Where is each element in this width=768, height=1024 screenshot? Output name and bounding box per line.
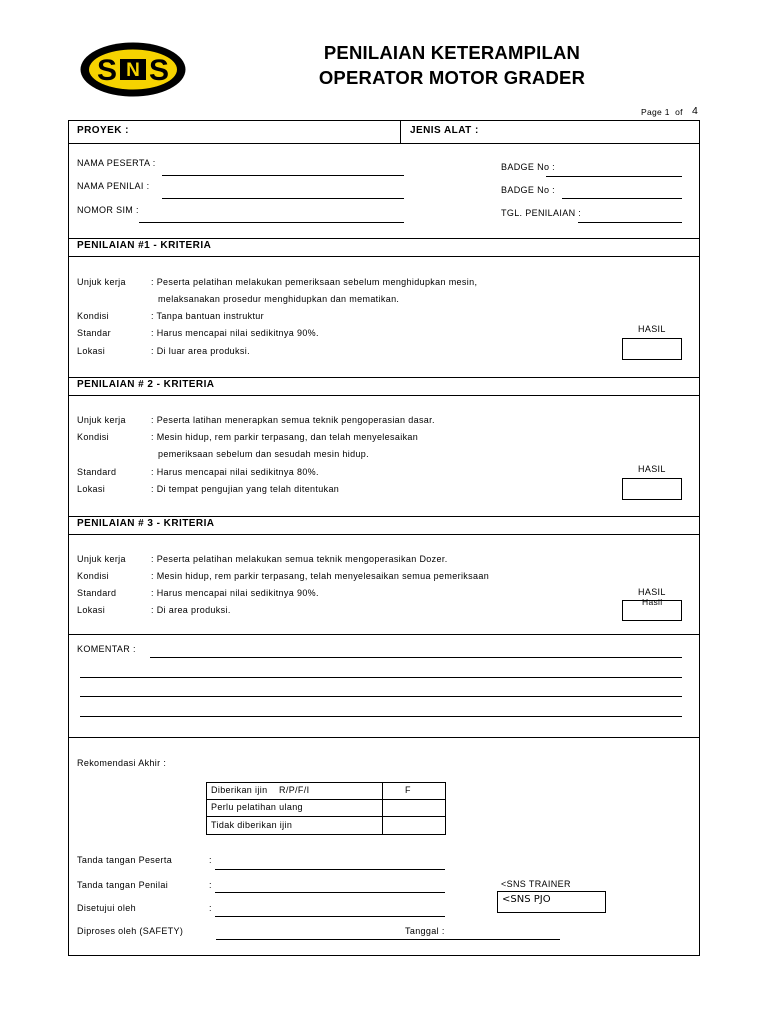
assessment-1-lokasi-label: Lokasi (77, 346, 106, 356)
assessment-3-lokasi-value: : Di area produksi. (151, 605, 231, 615)
rekomendasi-label: Rekomendasi Akhir : (77, 758, 167, 768)
ttd-peserta-field (215, 869, 445, 870)
komentar-line-2 (80, 677, 682, 678)
divider-top-row (68, 143, 700, 144)
sns-trainer-label: <SNS TRAINER (501, 879, 571, 889)
disetujui-field (215, 916, 445, 917)
ttd-peserta-label: Tanda tangan Peserta (77, 855, 173, 865)
assessment-2-lokasi-value: : Di tempat pengujian yang telah ditentukan (151, 484, 340, 494)
ttd-penilai-field (215, 892, 445, 893)
badge-penilai-label: BADGE No : (501, 185, 556, 195)
assessment-2-standard-label: Standard (77, 467, 117, 477)
assessment-3-lokasi-label: Lokasi (77, 605, 106, 615)
assessment-3-hasil-label: HASIL (638, 587, 666, 597)
assessment-3-unjuk-kerja-label: Unjuk kerja (77, 554, 126, 564)
assessment-3-standard-value: : Harus mencapai nilai sedikitnya 90%. (151, 588, 319, 598)
proyek-label: PROYEK : (77, 125, 129, 136)
assessment-2-lokasi-label: Lokasi (77, 484, 106, 494)
assessment-3-heading: PENILAIAN # 3 - KRITERIA (77, 518, 215, 529)
option-tidak-diberikan-ijin: Tidak diberikan ijin (211, 820, 293, 830)
komentar-line-3 (80, 696, 682, 697)
divider-identity (68, 238, 700, 239)
assessment-3-standard-label: Standard (77, 588, 117, 598)
title-line-1: PENILAIAN KETERAMPILAN (323, 42, 581, 63)
badge-peserta-field (546, 176, 682, 177)
sns-pjo-label: <SNS PJO (502, 894, 551, 905)
disetujui-label: Disetujui oleh (77, 903, 136, 913)
nama-penilai-label: NAMA PENILAI : (77, 181, 150, 191)
assessment-2-standard-value: : Harus mencapai nilai sedikitnya 80%. (151, 467, 319, 477)
divider-section-3 (68, 634, 700, 635)
ttd-penilai-label: Tanda tangan Penilai (77, 880, 169, 890)
divider-section-1 (68, 377, 700, 378)
tanggal-label: Tanggal : (405, 926, 445, 936)
assessment-1-hasil-label: HASIL (638, 324, 666, 334)
assessment-1-kondisi-value: : Tanpa bantuan instruktur (151, 311, 265, 321)
divider-section-2 (68, 516, 700, 517)
jenis-alat-label: JENIS ALAT : (410, 125, 479, 136)
rekomendasi-row-divider-2 (206, 816, 446, 817)
tgl-penilaian-field (578, 222, 682, 223)
assessment-3-kondisi-value: : Mesin hidup, rem parkir terpasang, telah menyelesaikan semua pemeriksaan (151, 571, 490, 581)
assessment-2-hasil-box (622, 478, 682, 500)
komentar-line-1 (150, 657, 682, 658)
assessment-1-lokasi-value: : Di luar area produksi. (151, 346, 250, 356)
assessment-2-hasil-label: HASIL (638, 464, 666, 474)
page-total: 4 (692, 105, 698, 117)
nama-penilai-field (162, 198, 404, 199)
option-diberikan-ijin: Diberikan ijin (211, 785, 268, 795)
assessment-2-kondisi-value: : Mesin hidup, rem parkir terpasang, dan telah menyelesaikan (151, 432, 419, 442)
assessment-1-heading: PENILAIAN #1 - KRITERIA (77, 240, 212, 251)
assessment-1-standar-value: : Harus mencapai nilai sedikitnya 90%. (151, 328, 319, 338)
logo-letter-right: S (148, 54, 170, 87)
assessment-2-unjuk-kerja-value: : Peserta latihan menerapkan semua teknik pengoperasian dasar. (151, 415, 435, 425)
komentar-label: KOMENTAR : (77, 644, 136, 654)
assessment-1-hasil-box (622, 338, 682, 360)
nama-peserta-label: NAMA PESERTA : (77, 158, 156, 168)
assessment-1-unjuk-kerja-label: Unjuk kerja (77, 277, 126, 287)
assessment-2-kondisi-label: Kondisi (77, 432, 109, 442)
company-logo (80, 42, 186, 97)
assessment-3-hasil-note: Hasil (642, 597, 663, 607)
assessment-1-unjuk-kerja-value: : Peserta pelatihan melakukan pemeriksaan sebelum menghidupkan mesin, (151, 277, 478, 287)
logo-letter-center: N (126, 60, 140, 81)
assessment-2-unjuk-kerja-label: Unjuk kerja (77, 415, 126, 425)
assessment-1-kondisi-label: Kondisi (77, 311, 109, 321)
option-diberikan-ijin-mark: F (405, 785, 411, 795)
assessment-3-kondisi-label: Kondisi (77, 571, 109, 581)
divider-heading-1 (68, 256, 700, 257)
assessment-2-kondisi-continuation: pemeriksaan sebelum dan sesudah mesin hidup. (158, 449, 370, 459)
nomor-sim-label: NOMOR SIM : (77, 205, 139, 215)
diproses-field (216, 939, 560, 940)
divider-komentar (68, 737, 700, 738)
title-line-2: OPERATOR MOTOR GRADER (318, 67, 586, 88)
logo-letter-left: S (96, 54, 118, 87)
divider-heading-3 (68, 534, 700, 535)
rekomendasi-row-divider-1 (206, 799, 446, 800)
badge-penilai-field (562, 198, 682, 199)
diproses-label: Diproses oleh (SAFETY) (77, 926, 184, 936)
assessment-2-heading: PENILAIAN # 2 - KRITERIA (77, 379, 215, 390)
nomor-sim-field (139, 222, 404, 223)
assessment-1-unjuk-kerja-continuation: melaksanakan prosedur menghidupkan dan mematikan. (158, 294, 400, 304)
nama-peserta-field (162, 175, 404, 176)
assessment-3-unjuk-kerja-value: : Peserta pelatihan melakukan semua teknik mengoperasikan Dozer. (151, 554, 448, 564)
disetujui-colon: : (209, 903, 212, 913)
ttd-penilai-colon: : (209, 880, 212, 890)
rekomendasi-column-divider (382, 782, 383, 835)
option-diberikan-ijin-code: R/P/F/I (279, 785, 310, 795)
komentar-line-4 (80, 716, 682, 717)
ttd-peserta-colon: : (209, 855, 212, 865)
assessment-1-standar-label: Standar (77, 328, 111, 338)
divider-heading-2 (68, 395, 700, 396)
tgl-penilaian-label: TGL. PENILAIAN : (501, 208, 582, 218)
top-row-divider (400, 120, 401, 143)
option-perlu-pelatihan-ulang: Perlu pelatihan ulang (211, 802, 303, 812)
page-indicator: Page 1 of (641, 107, 683, 117)
badge-peserta-label: BADGE No : (501, 162, 556, 172)
